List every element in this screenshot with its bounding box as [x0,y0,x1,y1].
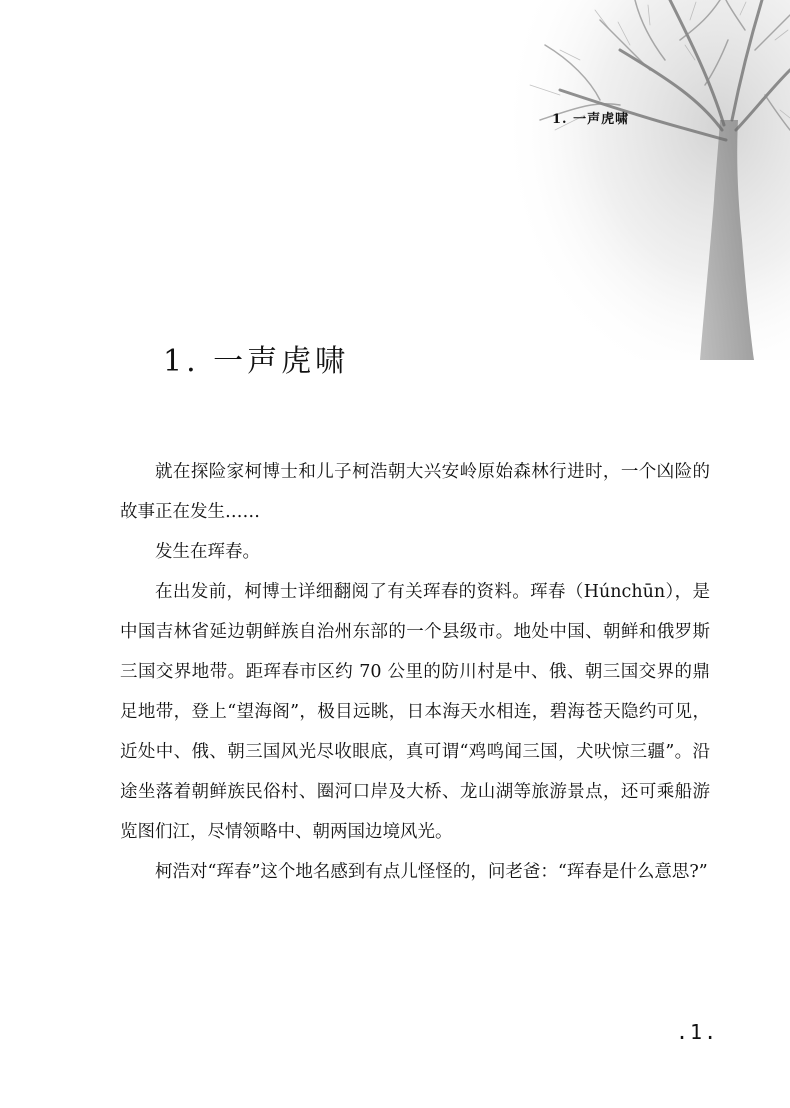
body-text [120,452,710,892]
page-number: .1. [676,1020,719,1044]
paragraph: 柯浩对“珲春”这个地名感到有点儿怪怪的，问老爸：“珲春是什么意思?” [155,862,708,882]
paragraph: 在出发前，柯博士详细翻阅了有关珲春的资料。珲春（Húnchūn），是中国吉林省延边朝鲜族自治州东部的一个县级市。地处中国、朝鲜和俄罗斯三国交界地带。距珲春市区约 70 公里的防川村是中、俄、朝三国交界的鼎足地带，登上“望海阁”，极目远眺，日本海天水相连，碧海苍天隐约可见，近处中、俄、朝三国风光尽收眼底，真可谓“鸡鸣闻三国，犬吠惊三疆”。沿途坐落着朝鲜族民俗村、圈河口岸及大桥、龙山湖等旅游景点，还可乘船游览图们江，尽情领略中、朝两国边境风光。 [120,582,710,842]
tree-illustration-icon [500,0,790,360]
running-head: 1. 一声虎啸 [552,112,630,127]
paragraph: 发生在珲春。 [155,542,260,562]
chapter-title: 1. 一声虎啸 [163,344,350,379]
paragraph: 就在探险家柯博士和儿子柯浩朝大兴安岭原始森林行进时，一个凶险的故事正在发生…… [120,462,710,522]
